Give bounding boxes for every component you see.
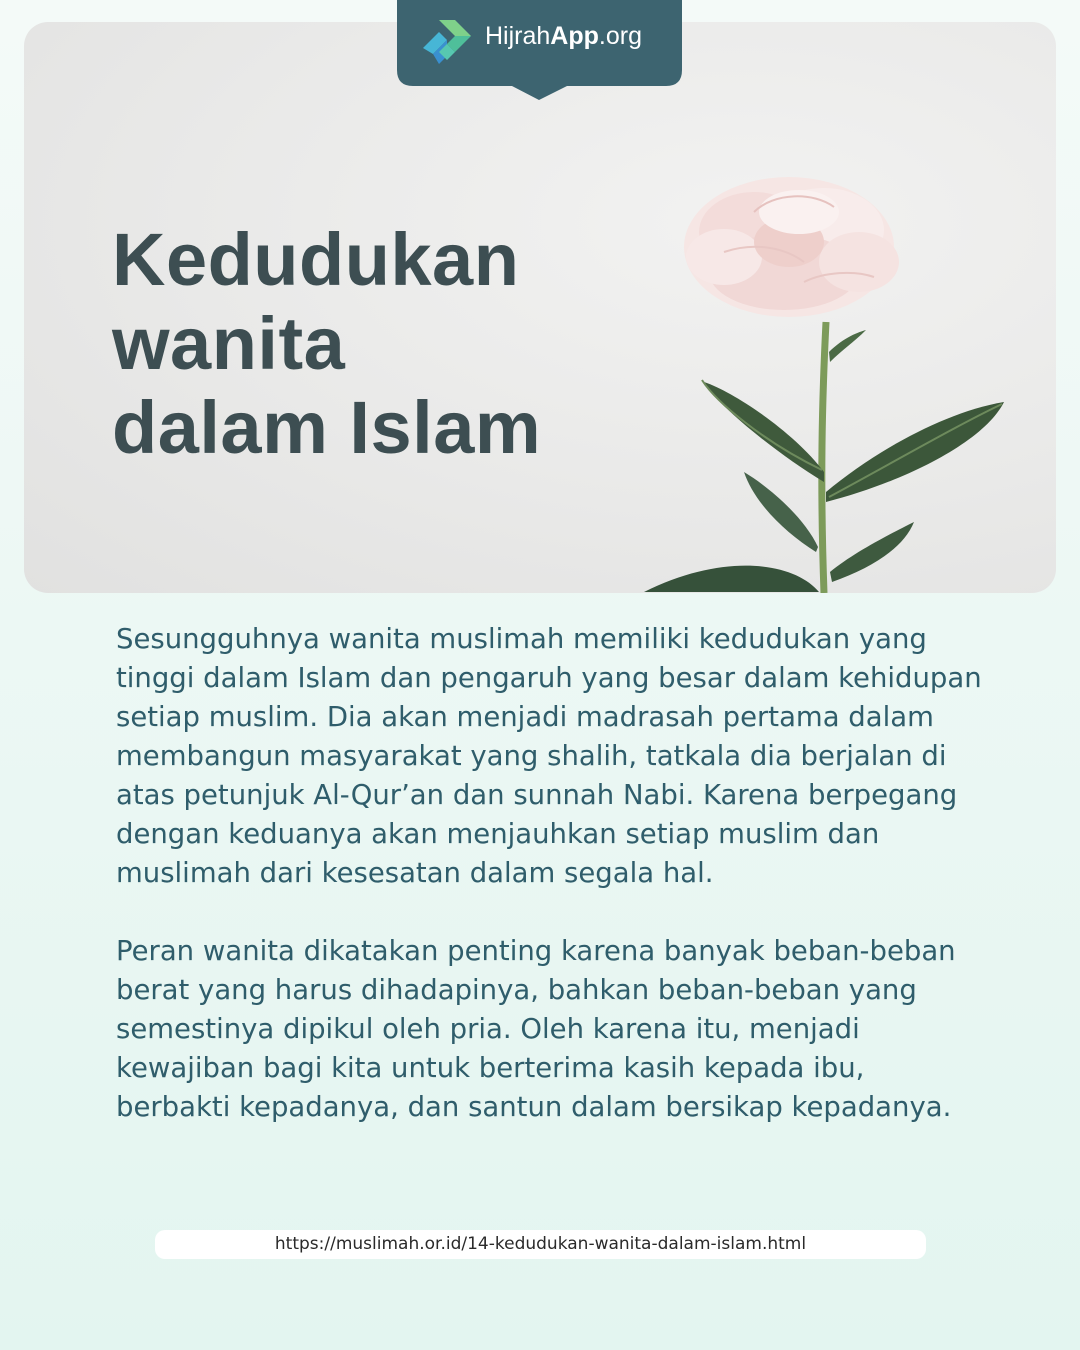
brand-name [485, 22, 642, 51]
brand-name-part3: .org [598, 22, 642, 50]
brand-header-tab[interactable] [397, 0, 682, 100]
peony-flower-illustration [604, 152, 1054, 593]
brand-name-part1: Hijrah [485, 22, 551, 50]
hero-card [24, 22, 1056, 593]
paragraph-1: Sesungguhnya wanita muslimah memiliki kedudukan yang tinggi dalam Islam dan pengaruh yang besar dalam kehidupan setiap muslim. Dia akan menjadi madrasah pertama dalam membangun masyarakat yang shalih, tatkala dia berjalan di atas petunjuk Al-Qur’an dan sunnah Nabi. Karena berpegang dengan keduanya akan menjauhkan setiap muslim dan muslimah dari kesesatan dalam segala hal. [116, 623, 982, 889]
hijrahapp-logo-icon [417, 12, 477, 72]
paragraph-2: Peran wanita dikatakan penting karena banyak beban-beban berat yang harus dihadapinya, bahkan beban-beban yang semestinya dipikul oleh pria. Oleh karena itu, menjadi kewajiban bagi kita untuk berterima kasih kepada ibu, berbakti kepadanya, dan santun dalam bersikap kepadanya. [116, 935, 956, 1123]
article-body [116, 620, 986, 1166]
page-title: Kedudukan wanita dalam Islam [112, 218, 542, 469]
brand-name-part2: App [550, 22, 599, 50]
source-url-link[interactable]: https://muslimah.or.id/14-kedudukan-wanita-dalam-islam.html [155, 1230, 926, 1259]
